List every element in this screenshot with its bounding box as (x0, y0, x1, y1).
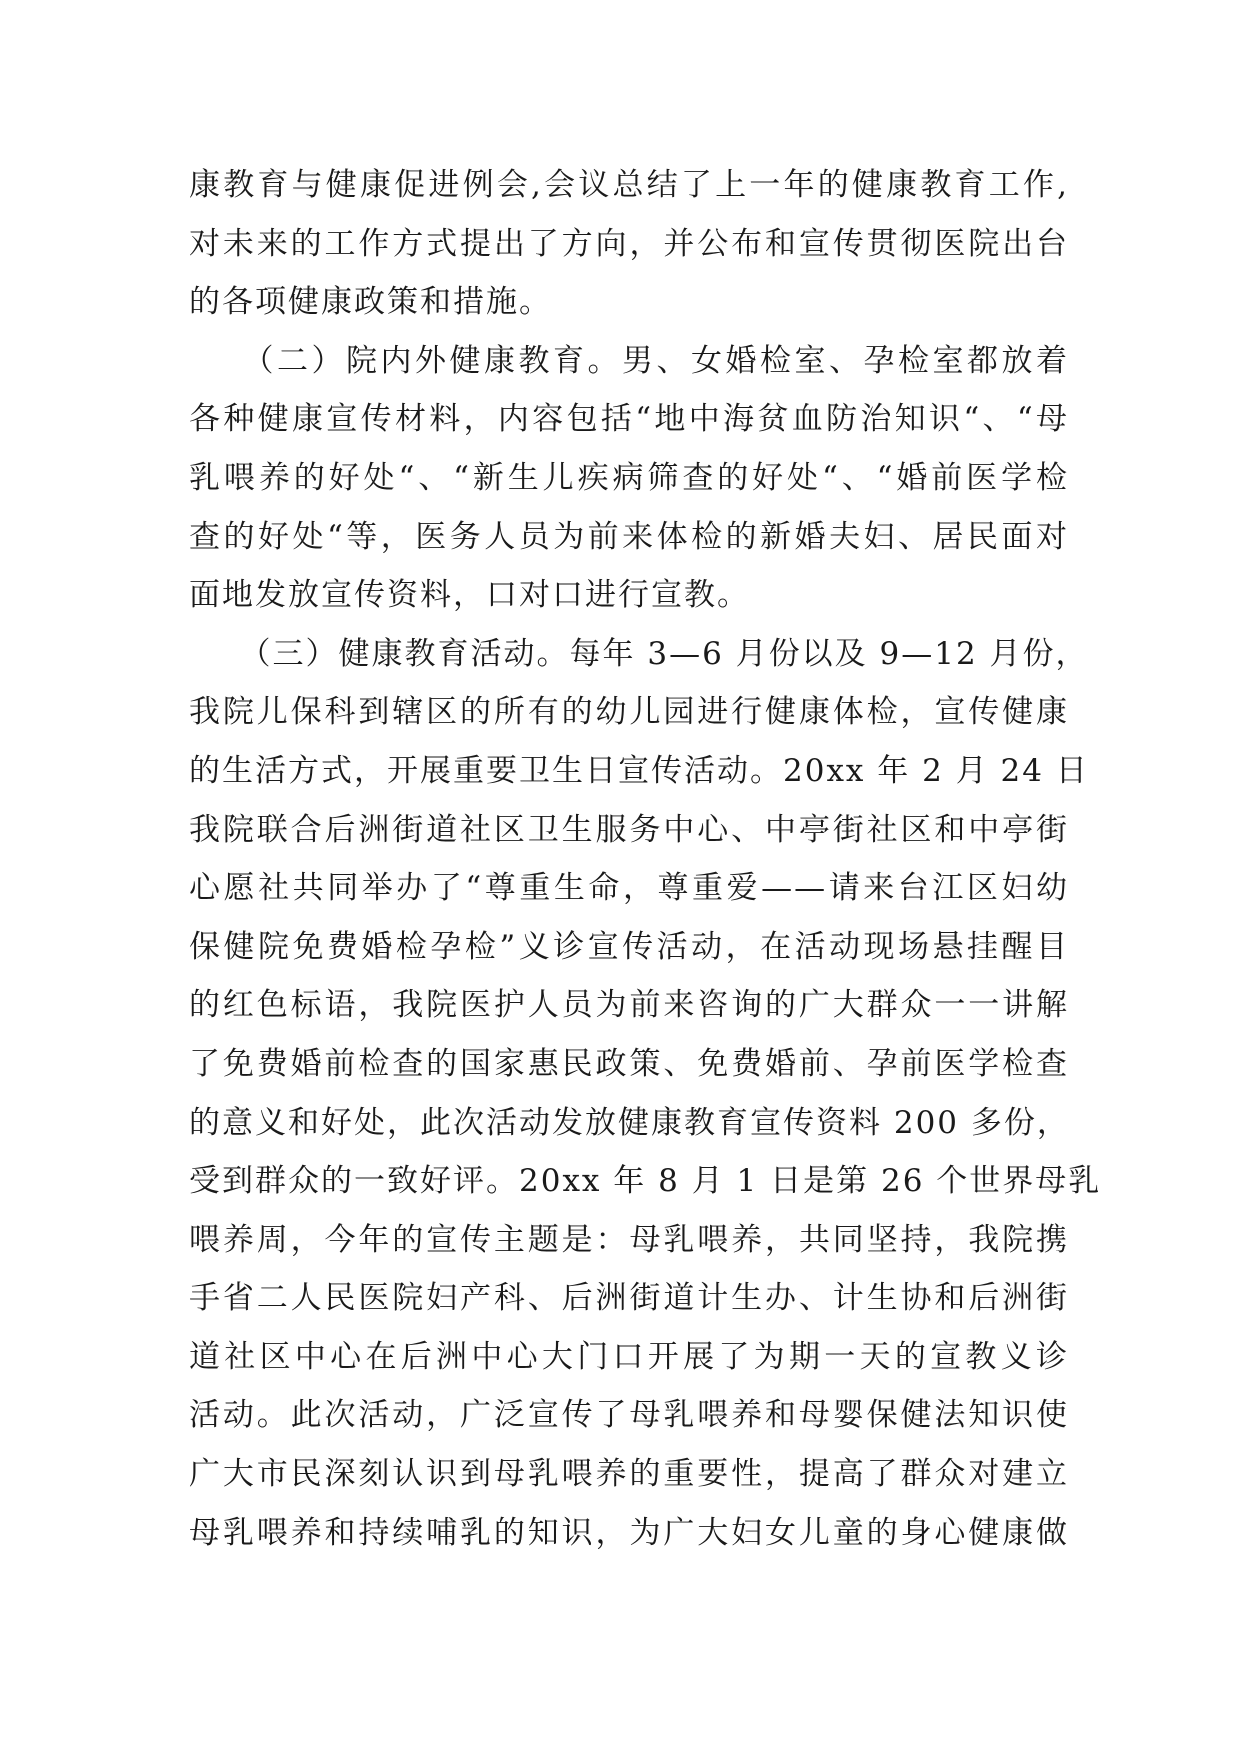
text-line: 保健院免费婚检孕检”义诊宣传活动，在活动现场悬挂醒目 (189, 928, 1069, 965)
text-line: 心愿社共同举办了“尊重生命，尊重爱——请来台江区妇幼 (189, 870, 1069, 907)
text-line: 我院儿保科到辖区的所有的幼儿园进行健康体检，宣传健康 (189, 694, 1069, 731)
text-line: 活动。此次活动，广泛宣传了母乳喂养和母婴保健法知识使 (189, 1397, 1069, 1434)
text-line: 受到群众的一致好评。20xx 年 8 月 1 日是第 26 个世界母乳 (189, 1163, 1102, 1200)
text-line: 的各项健康政策和措施。 (189, 284, 552, 321)
text-line: 了免费婚前检查的国家惠民政策、免费婚前、孕前医学检查 (189, 1045, 1069, 1082)
text-line: （三）健康教育活动。每年 3—6 月份以及 9—12 月份， (189, 635, 1089, 672)
text-line: 的意义和好处，此次活动发放健康教育宣传资料 200 多份， (189, 1104, 1070, 1141)
text-line: 查的好处“等，医务人员为前来体检的新婚夫妇、居民面对 (189, 518, 1069, 555)
text-line: 康教育与健康促进例会,会议总结了上一年的健康教育工作, (189, 167, 1069, 203)
text-line: 的生活方式，开展重要卫生日宣传活动。20xx 年 2 月 24 日 (189, 752, 1089, 789)
text-line: 喂养周，今年的宣传主题是：母乳喂养，共同坚持，我院携 (189, 1221, 1069, 1258)
text-line: 的红色标语，我院医护人员为前来咨询的广大群众一一讲解 (189, 987, 1069, 1024)
text-line: （二）院内外健康教育。男、女婚检室、孕检室都放着 (189, 342, 1069, 379)
text-line: 母乳喂养和持续哺乳的知识，为广大妇女儿童的身心健康做 (189, 1514, 1069, 1551)
body-text (189, 156, 1102, 1562)
text-line: 对未来的工作方式提出了方向，并公布和宣传贯彻医院出台 (189, 225, 1069, 262)
text-line: 我院联合后洲街道社区卫生服务中心、中亭街社区和中亭街 (189, 811, 1069, 848)
text-line: 手省二人民医院妇产科、后洲街道计生办、计生协和后洲街 (189, 1280, 1069, 1317)
text-line: 面地发放宣传资料，口对口进行宣教。 (189, 577, 750, 614)
text-line: 广大市民深刻认识到母乳喂养的重要性，提高了群众对建立 (189, 1456, 1069, 1493)
text-line: 道社区中心在后洲中心大门口开展了为期一天的宣教义诊 (189, 1338, 1069, 1375)
text-line: 各种健康宣传材料，内容包括“地中海贫血防治知识“、“母 (189, 401, 1069, 438)
text-line: 乳喂养的好处“、“新生儿疾病筛查的好处“、“婚前医学检 (189, 459, 1069, 496)
